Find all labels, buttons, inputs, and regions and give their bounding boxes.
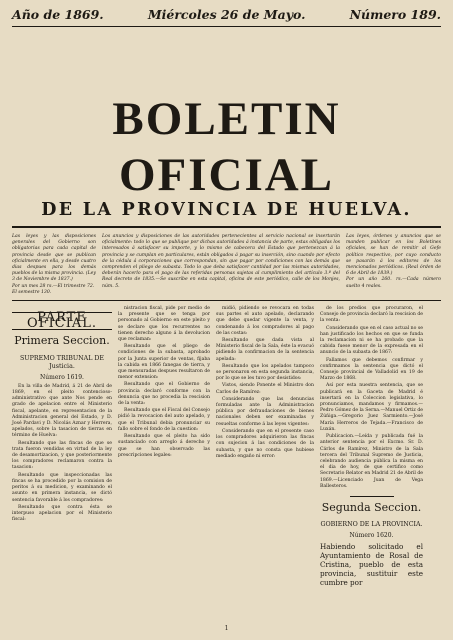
paragraph: Resultando que el pleito ha sido sustanciado con arreglo á derecho y que se han observado las prescripciones legales:	[118, 434, 210, 458]
column-3	[216, 306, 314, 587]
paragraph: Fallamos que debemos confirmar y confirmamos la sentencia que dictó el Consejo provincial de Valladolid en 19 de Marzo de 1868.	[320, 357, 423, 382]
notices-row	[12, 234, 441, 296]
notices-rule	[12, 300, 441, 301]
paragraph: Publicacion.—Leída y publicada fué la anterior sentencia por el Excmo. Sr. D. Cárlos de Ramírez, Ministro de la Sala tercera del Tribunal Supremo de Justicia, celebrando audiencia pública la misma en el dia de hoy, de que certifico como Secretario Relator en Madrid 21 de Abril de 1869.—Licenciado Juan de Vega Ballesteros.	[320, 434, 424, 489]
second-section-heading: Segunda Seccion.	[321, 500, 422, 514]
paragraph: Resultando que inspeccionadas las fincas se ha procedido por la comision de peritos á su medicion, y examinando el asunto en primera instancia, se dictó sentencia favorable á los compradores:	[12, 472, 112, 503]
separator-rule	[350, 496, 394, 497]
masthead-date: Miércoles 26 de Mayo.	[147, 7, 306, 22]
paragraph: Resultando que los apelados tampoco se personaron en esta segunda instancia, por lo que se les tuvo por desistidos:	[216, 363, 314, 382]
paragraph: Considerando que las denuncias formuladas ante la Administracion pública por defraudaciones de bienes nacionales deben ser examinadas y resueltas conforme á las leyes vigentes:	[216, 396, 314, 427]
notice-center: Los anuncios y disposiciones de las autoridades pertenecientes al servicio nacional se insertarán oficialmente: todo lo que se publique por dichas autoridades á instancia de parte, estas obligadas los interesados á satisfacer su importe, y lo mismo de cabecera del Estado que pertenezcan á la provincia y se cumplan en particulares, están obligados á pagar su inserción, sino cuando por efecto de la cédula á corporaciones que correspondan, sin que pagar por condiciones con las demás que comprenden el pliego de subasta. Todo lo que deba satisfacer cantidad por las mismas autoridades, deberán hacerlo para el pago de las referidas personas sujetas al cumplimiento del artículo 3.º del Real decreto de 1835.—Se suscribe en esta capital, oficina de este periódico, calle de los Monjes, núm. 5.	[102, 234, 340, 289]
paragraph: Resultando que contra ésta se interpuso apelacion por el Ministerio fiscal:	[12, 504, 112, 523]
masthead-year: Año de 1869.	[12, 7, 104, 22]
paragraph: En la villa de Madrid, á 21 de Abril de 1869, en el pleito contencioso-administrativo que ante Nos pende en grado de apelacion entre el Ministerio fiscal, apelante, en representacion de la Administracion general del Estado, y D. José Pardavi y D. Nicolás Aznar y Herrera, apelados, sobre la tasacion de tierras en término de Huelva:	[12, 383, 112, 439]
paragraph: Considerando que en el presente caso los compradores adquirieron las fincas con sujecion á las condiciones de la subasta, y que no consta que hubiese mediado engaño ni error:	[216, 428, 314, 459]
parte-oficial-heading: PARTE OFICIAL.	[12, 312, 112, 330]
court-heading: SUPREMO TRIBUNAL DE Justicia.	[19, 354, 105, 370]
column-4	[320, 306, 423, 587]
column-2	[118, 306, 210, 587]
notice-left: Las leyes y las disposiciones generales del Gobierno son obligatorias para cada capital de provincia desde que se publican oficialmente en ella, y desde cuatro dias despues para los demás pueblos de la misma provincia. (Ley 3 de Noviembre de 1837.) Por un mes 28 rs.—El trimestre 72. El semestre 130.	[12, 234, 96, 295]
paragraph: midió, pidiendo se revocara en todas sus partes el auto apelado, declarando que debe quedar vigente la venta, y condenando á los compradores al pago de las costas:	[216, 306, 314, 336]
masthead-line	[12, 6, 441, 24]
paragraph: Resultando que el Fiscal del Consejo pidió la revocacion del auto apelado, y que el Tribunal debia pronunciar su fallo sobre el fondo de la cuestion:	[118, 408, 210, 432]
page-number: 1	[224, 625, 229, 632]
paragraph: Resultando que el pliego de condiciones de la subasta, aprobado por la Junta superior de ventas, fijaba la cabida en 1866 fanegas de tierra, y que mensuradas despues resultaron de menor extension:	[118, 344, 210, 381]
section-heading: Primera Seccion.	[14, 334, 110, 348]
masthead-rule	[12, 26, 441, 27]
newspaper-subtitle: DE LA PROVINCIA DE HUELVA.	[41, 200, 412, 220]
paragraph: Resultando que dada vista al Ministerio fiscal de la Sala, éste la evacuó pidiendo la confirmacion de la sentencia apelada:	[216, 338, 314, 362]
masthead-number: Número 189.	[349, 7, 441, 22]
newspaper-title: BOLETIN OFICIAL	[112, 93, 341, 201]
paragraph: Considerando que en el caso actual no se han justificado los hechos en que se funda la reclamacion ni se ha probado que la cabida fuese menor de la expresada en el anuncio de la subasta de 1867:	[320, 325, 423, 356]
paragraph: Resultando que el Gobierno de provincia declaró conforme con la denuncia que no procedia la rescision de la venta:	[118, 382, 210, 407]
paragraph: de los predios que procuraron, el Consejo de provincia declaró la rescision de la venta:	[320, 306, 423, 324]
paragraph: Vistos, siendo Ponente el Ministro don Carlos de Ramírez:	[216, 383, 314, 395]
title-rule	[12, 226, 441, 228]
article-number: Número 1619.	[40, 373, 84, 381]
paragraph: Resultando que las fincas de que se trata fueron vendidas en virtud de la ley de desamortizacion, y que posteriormente los compradores reclamaron contra la tasacion:	[12, 440, 112, 471]
article-columns	[12, 306, 441, 587]
final-paragraph: Habiendo solicitado el Ayuntamiento de Rosal de Cristina, pueblo de esta provincia, sustituir este cumbre por	[320, 542, 423, 588]
paragraph: nistracion fiscal, pide por medio de la presente que se tenga por personado al Gobierno en este pleito y se declare que los recurrentes no tienen derecho alguno á la devolucion que reclaman:	[118, 306, 210, 343]
government-heading: GOBIERNO DE LA PROVINCIA.	[320, 521, 423, 529]
notice-right: Las leyes, órdenes y anuncios que se manden publicar en los Boletines oficiales, se han de remitir al Gefe político respectivo, por cuyo conducto se pasarán á los editores de los mencionados periódicos. (Real órden de 6 de Abril de 1839.) Por un año 260. rs.—Cada número suelto 4 reales.	[346, 234, 441, 289]
article-number-2: Número 1620.	[349, 532, 394, 540]
paragraph: Así por esta nuestra sentencia, que se publicará en la Gaceta de Madrid é insertará en la Coleccion legislativa, lo pronunciamos, mandamos y firmamos.—Pedro Gómez de la Serna.—Manuel Ortiz de Zúñiga.—Gregorio Juez Sarmiento.—José María Herreros de Tejada.—Francisco de Luxán.	[320, 383, 423, 432]
column-1	[12, 306, 112, 587]
